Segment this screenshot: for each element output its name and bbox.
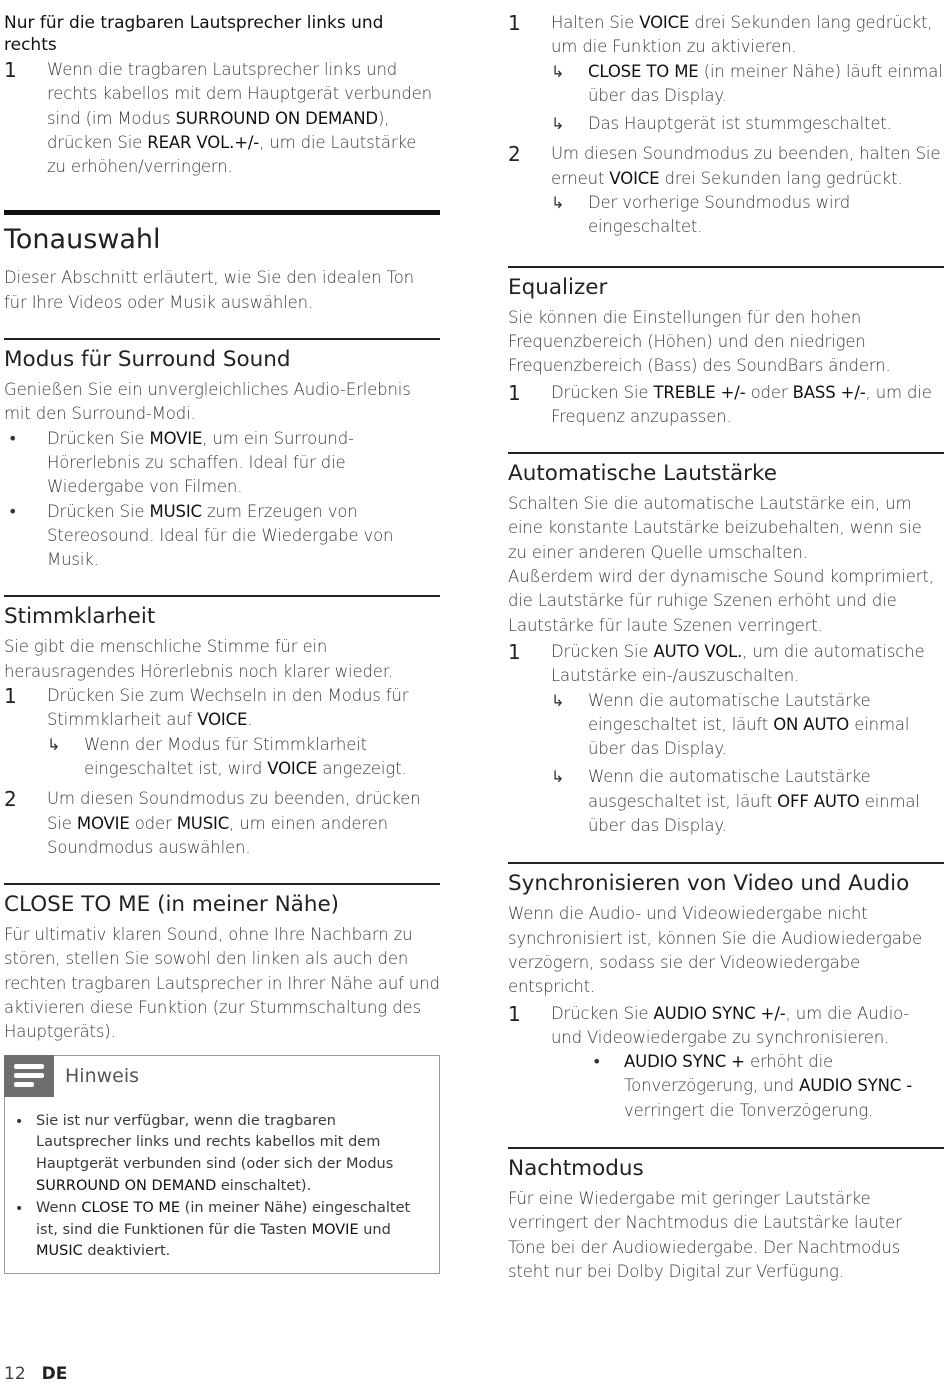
text: , um die Lautstärke zu erhöhen/verringern. xyxy=(47,132,417,177)
note-text xyxy=(36,1111,439,1198)
text: Drücken Sie xyxy=(47,428,150,448)
note-item xyxy=(5,1198,439,1263)
section-title-night-mode: Nachtmodus xyxy=(508,1155,644,1181)
step xyxy=(4,787,440,860)
text: , um die Frequenz anzupassen. xyxy=(551,382,932,426)
text: . xyxy=(247,710,253,730)
text: , um die Audio- und Videowiedergabe zu synchronisieren. xyxy=(551,1003,910,1047)
text: einschaltet). xyxy=(216,1178,312,1194)
key-label: MOVIE xyxy=(311,1221,359,1238)
result-text xyxy=(588,765,944,838)
step xyxy=(508,11,944,60)
step-text xyxy=(551,640,944,689)
bullet: • xyxy=(15,1113,24,1130)
note-box xyxy=(4,1055,440,1275)
step-text xyxy=(551,381,944,430)
text: zum Erzeugen von Stereosound. Ideal für die Wiedergabe von Musik. xyxy=(47,501,394,570)
text: oder xyxy=(129,813,177,833)
section-divider xyxy=(508,862,944,864)
list-item-text xyxy=(47,500,440,573)
section-text: Sie können die Einstellungen für den hohen Frequenzbereich (Höhen) und den niedrigen Frequenzbereich (Bass) des SoundBars ändern. xyxy=(508,307,891,376)
text: Wenn die tragbaren Lautsprecher links und rechts kabellos mit dem Hauptgerät verbunden sind (im Modus xyxy=(47,60,432,128)
step-result xyxy=(551,765,944,838)
text: (in meiner Nähe) läuft einmal über das Display. xyxy=(588,61,943,105)
text: Wenn die automatische Lautstärke eingeschaltet ist, läuft xyxy=(588,690,871,734)
section-divider xyxy=(508,1147,944,1149)
note-item xyxy=(5,1111,439,1198)
text: , um die automatische Lautstärke ein-/auszuschalten. xyxy=(551,641,925,686)
page-footer xyxy=(4,1364,67,1384)
step-number: 1 xyxy=(4,58,17,82)
key-label: CLOSE TO ME xyxy=(588,61,699,81)
text: Wenn xyxy=(36,1199,82,1216)
step-text xyxy=(551,11,944,60)
step xyxy=(508,640,944,689)
text: , um ein Surround-Hörerlebnis zu schaffen. Ideal für die Wiedergabe von Filmen. xyxy=(47,428,354,497)
section-divider xyxy=(4,595,440,597)
text: Halten Sie xyxy=(551,13,640,32)
step-text xyxy=(47,684,440,733)
result-text xyxy=(588,689,944,762)
section-text: Genießen Sie ein unvergleichliches Audio-Erlebnis mit den Surround-Modi. xyxy=(4,380,411,424)
result-arrow-icon: ↳ xyxy=(551,767,565,787)
step-number: 2 xyxy=(4,787,17,812)
text: Drücken Sie xyxy=(551,641,654,661)
step-result xyxy=(551,60,944,109)
list-item-text xyxy=(47,427,440,500)
key-label: MUSIC xyxy=(176,813,230,833)
step xyxy=(508,381,944,430)
step-rear-volume xyxy=(4,58,440,179)
list-item xyxy=(4,427,440,500)
result-arrow-icon: ↳ xyxy=(551,114,565,134)
section-title-auto-volume: Automatische Lautstärke xyxy=(508,461,777,487)
chapter-intro: Dieser Abschnitt erläutert, wie Sie den idealen Ton für Ihre Videos oder Musik auswählen. xyxy=(4,268,414,312)
section-title-stimmklarheit: Stimmklarheit xyxy=(4,604,156,630)
step-number: 1 xyxy=(508,11,521,35)
text: erhöht die Tonverzögerung, und xyxy=(624,1052,834,1096)
section-text: Für ultimativ klaren Sound, ohne Ihre Nachbarn zu stören, stellen Sie sowohl den linken als auch den rechten tragbaren Lautsprecher in Ihrer Nähe auf und aktivieren diese Funktion (zur Stummschaltung des Hauptgeräts). xyxy=(4,925,440,1042)
section-divider xyxy=(508,266,944,268)
bullet: • xyxy=(592,1052,602,1072)
key-label: VOICE xyxy=(609,168,660,188)
page-number: 12 xyxy=(4,1364,26,1384)
list-item xyxy=(4,500,440,573)
section-text: Schalten Sie die automatische Lautstärke ein, um eine konstante Lautstärke beizubehalten, wenn sie zu einer anderen Quelle umschalten. xyxy=(508,494,922,562)
key-label: ON AUTO xyxy=(773,714,850,734)
text: , um einen anderen Soundmodus auswählen. xyxy=(47,813,388,857)
section-divider xyxy=(4,883,440,885)
text: Wenn die automatische Lautstärke ausgeschaltet ist, läuft xyxy=(588,767,871,811)
left-column xyxy=(4,0,440,1274)
step-result xyxy=(551,112,944,136)
text: einmal über das Display. xyxy=(588,791,920,836)
section-text: Außerdem wird der dynamische Sound komprimiert, die Lautstärke für ruhige Szenen erhöht und die Lautstärke für laute Szenen verringert. xyxy=(508,567,934,635)
key-label: MOVIE xyxy=(76,813,130,833)
section-divider xyxy=(4,338,440,340)
key-label: BASS +/- xyxy=(792,382,866,402)
key-label: VOICE xyxy=(639,13,690,32)
key-label: AUDIO SYNC + xyxy=(624,1052,745,1072)
key-label: MUSIC xyxy=(149,501,202,521)
step-text xyxy=(551,1002,944,1051)
step xyxy=(508,1002,944,1051)
result-arrow-icon: ↳ xyxy=(551,61,565,81)
key-label: MOVIE xyxy=(149,428,203,448)
bullet: • xyxy=(8,428,18,448)
text: oder xyxy=(745,382,793,402)
result-text xyxy=(84,733,440,782)
key-label: AUDIO SYNC - xyxy=(799,1076,913,1096)
section-title-surround: Modus für Surround Sound xyxy=(4,347,291,373)
result-text xyxy=(588,60,944,109)
text: deaktiviert. xyxy=(82,1243,171,1260)
result-text: Das Hauptgerät ist stummgeschaltet. xyxy=(588,114,892,134)
note-text xyxy=(36,1198,439,1263)
key-label: CLOSE TO ME xyxy=(81,1199,181,1216)
key-label: AUDIO SYNC +/- xyxy=(653,1003,786,1023)
text: drei Sekunden lang gedrückt, um die Funktion zu aktivieren. xyxy=(551,13,933,57)
heavy-divider xyxy=(4,210,440,215)
text: verringert die Tonverzögerung. xyxy=(624,1100,874,1120)
section-title-close-to-me: CLOSE TO ME (in meiner Nähe) xyxy=(4,892,340,918)
section-divider xyxy=(508,452,944,454)
chapter-title-tonauswahl: Tonauswahl xyxy=(4,224,161,256)
bullet: • xyxy=(8,501,18,521)
key-label: TREBLE +/- xyxy=(653,382,746,402)
note-label: Hinweis xyxy=(65,1065,140,1088)
bullet: • xyxy=(15,1200,24,1217)
step-number: 1 xyxy=(508,1001,521,1026)
key-label: REAR VOL.+/- xyxy=(147,132,260,152)
step-number: 1 xyxy=(4,684,17,709)
text: Drücken Sie xyxy=(551,1003,654,1023)
text: Um diesen Soundmodus zu beenden, halten Sie erneut xyxy=(551,144,941,188)
text: Sie ist nur verfügbar, wenn die tragbaren Lautsprecher links und rechts kabellos mit dem Hauptgerät verbunden sind (oder sich der Modus xyxy=(36,1112,394,1173)
text: drei Sekunden lang gedrückt. xyxy=(659,168,903,188)
sub-list-item xyxy=(588,1050,944,1123)
key-label: SURROUND ON DEMAND xyxy=(36,1178,217,1194)
step-result xyxy=(551,689,944,762)
text: Drücken Sie xyxy=(47,501,150,521)
key-label: VOICE xyxy=(267,758,318,778)
text: und xyxy=(358,1221,391,1238)
step-number: 1 xyxy=(508,639,521,664)
step-text xyxy=(551,142,944,191)
section-text: Für eine Wiedergabe mit geringer Lautstärke verringert der Nachtmodus die Lautstärke lauter Töne bei der Audiowiedergabe. Der Nachtmodus steht nur bei Dolby Digital zur Verfügung. xyxy=(508,1188,902,1281)
section-title-sync: Synchronisieren von Video und Audio xyxy=(508,871,910,897)
text: einmal über das Display. xyxy=(588,714,910,759)
step-number: 1 xyxy=(508,380,521,405)
note-icon xyxy=(4,1055,54,1097)
step xyxy=(4,684,440,733)
text: ), drücken Sie xyxy=(47,108,390,152)
key-label: VOICE xyxy=(197,710,248,730)
text: Um diesen Soundmodus zu beenden, drücken Sie xyxy=(47,789,421,833)
language-code: DE xyxy=(41,1364,68,1384)
step-result xyxy=(551,191,944,240)
text: Drücken Sie zum Wechseln in den Modus für Stimmklarheit auf xyxy=(47,686,409,730)
key-label: OFF AUTO xyxy=(777,791,860,811)
step xyxy=(508,142,944,191)
section-subtitle-portable-speakers: Nur für die tragbaren Lautsprecher links und rechts xyxy=(4,13,384,55)
note-header xyxy=(4,1056,439,1097)
text: Drücken Sie xyxy=(551,382,654,402)
step-text xyxy=(47,787,440,860)
key-label: MUSIC xyxy=(36,1243,83,1260)
section-title-equalizer: Equalizer xyxy=(508,274,608,300)
section-text: Sie gibt die menschliche Stimme für ein herausragendes Hörerlebnis noch klarer wieder. xyxy=(4,637,394,681)
text: Wenn der Modus für Stimmklarheit eingeschaltet ist, wird xyxy=(84,734,367,778)
key-label: AUTO VOL. xyxy=(653,641,743,661)
text: (in meiner Nähe) eingeschaltet ist, sind die Funktionen für die Tasten xyxy=(36,1199,411,1238)
result-arrow-icon: ↳ xyxy=(551,193,565,213)
result-arrow-icon: ↳ xyxy=(47,734,61,754)
step-text xyxy=(47,58,440,179)
key-label: SURROUND ON DEMAND xyxy=(175,108,378,128)
step-result xyxy=(47,733,440,782)
sub-list-text xyxy=(624,1050,944,1123)
result-text: Der vorherige Soundmodus wird eingeschaltet. xyxy=(588,193,851,237)
text: angezeigt. xyxy=(317,758,407,778)
right-column xyxy=(508,0,944,1284)
result-arrow-icon: ↳ xyxy=(551,690,565,710)
step-number: 2 xyxy=(508,142,521,167)
section-text: Wenn die Audio- und Videowiedergabe nicht synchronisiert ist, können Sie die Audiowiedergabe verzögern, sodass sie der Videowiedergabe entspricht. xyxy=(508,904,922,997)
